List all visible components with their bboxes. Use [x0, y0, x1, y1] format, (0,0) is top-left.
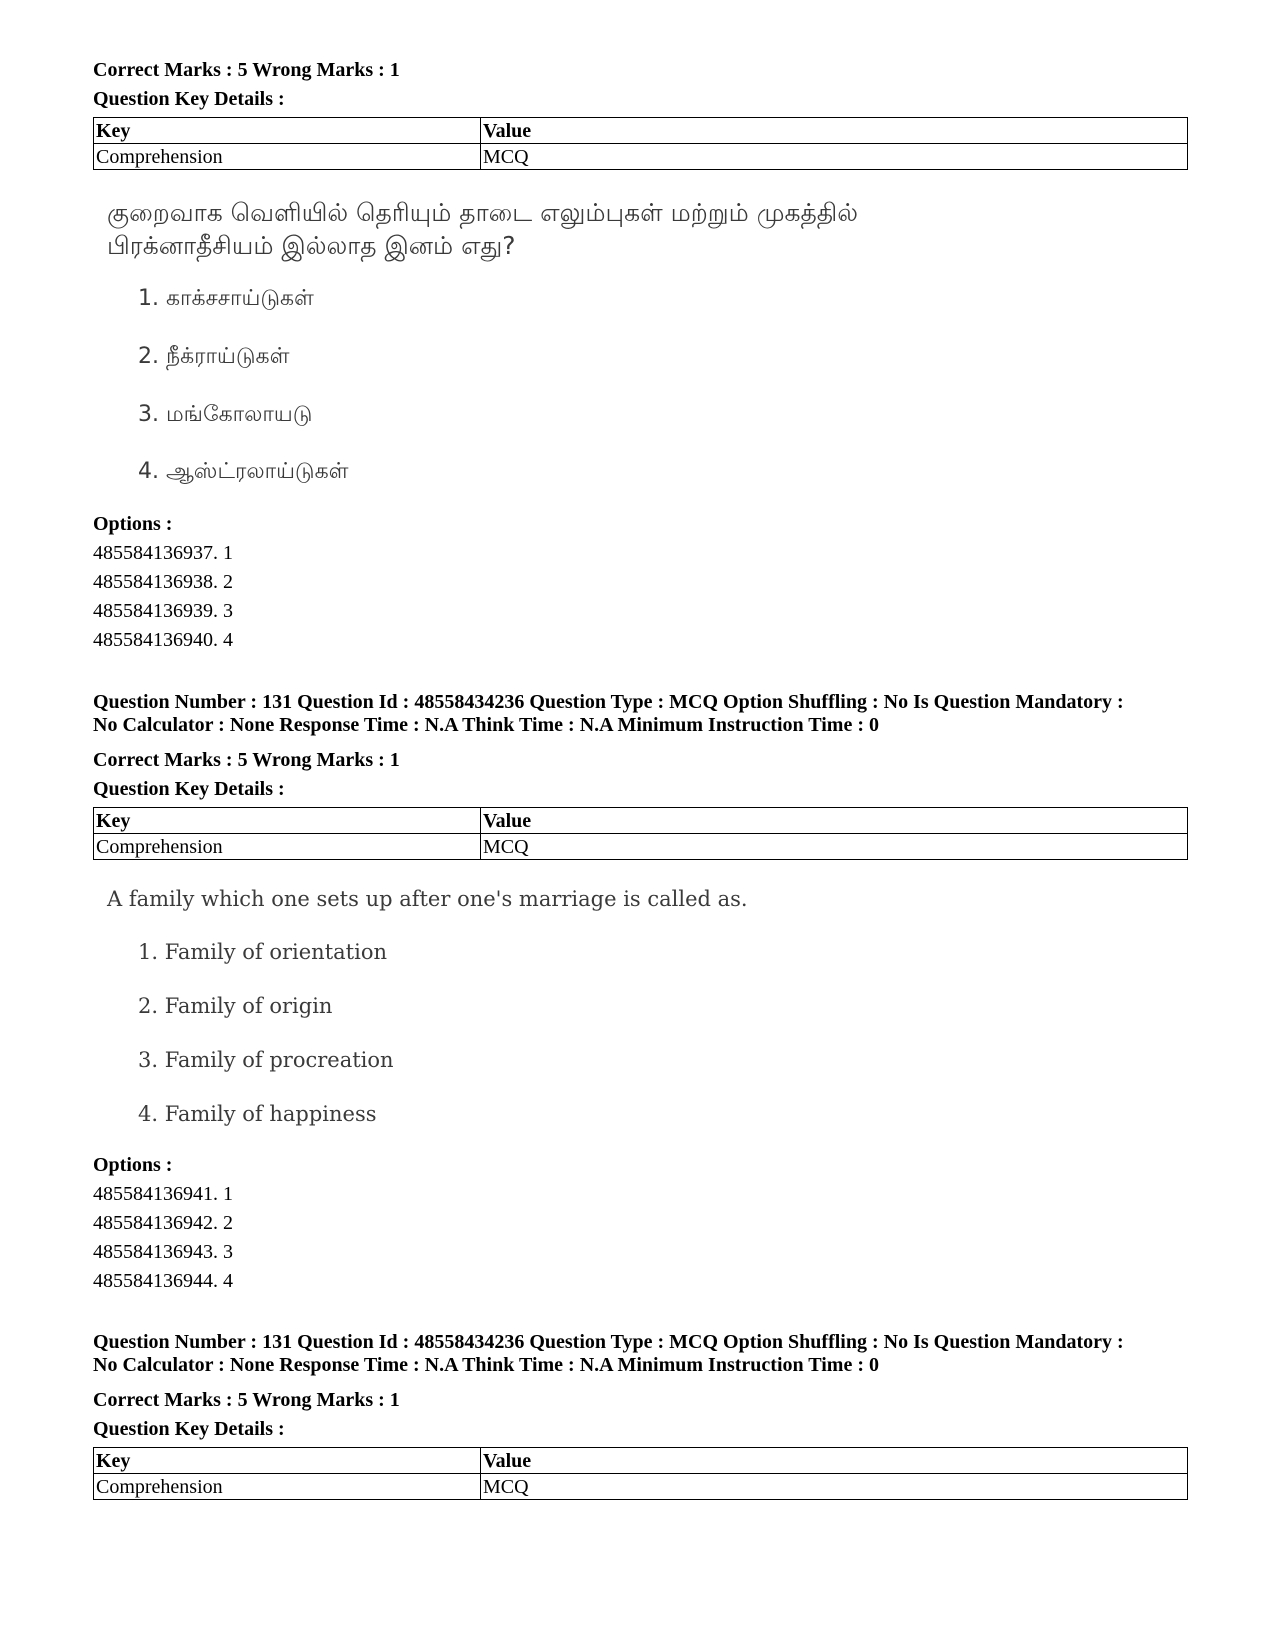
key-details-label: Question Key Details : — [93, 1418, 285, 1440]
table-cell-value: MCQ — [481, 144, 1188, 170]
key-details-label: Question Key Details : — [93, 88, 285, 110]
option-line: 485584136942. 2 — [93, 1212, 233, 1234]
table-header-row — [94, 808, 1188, 834]
choice-3: 3. Family of procreation — [138, 1048, 394, 1072]
key-value-table — [93, 117, 1188, 170]
marks-line: Correct Marks : 5 Wrong Marks : 1 — [93, 1389, 400, 1411]
option-line: 485584136944. 4 — [93, 1270, 233, 1292]
options-label: Options : — [93, 1154, 173, 1176]
table-header-value: Value — [481, 808, 1188, 834]
table-header-key: Key — [94, 1448, 481, 1474]
question-header-line-1: Question Number : 131 Question Id : 48558434236 Question Type : MCQ Option Shuffling : No Is Question Mandatory : — [93, 691, 1124, 713]
table-row — [94, 834, 1188, 860]
option-line: 485584136941. 1 — [93, 1183, 233, 1205]
question-header-line-2: No Calculator : None Response Time : N.A Think Time : N.A Minimum Instruction Time : 0 — [93, 1354, 879, 1376]
question-text: A family which one sets up after one's marriage is called as. — [107, 887, 748, 911]
option-line: 485584136943. 3 — [93, 1241, 233, 1263]
choice-3: 3. மங்கோலாயடு — [138, 402, 313, 427]
table-row — [94, 144, 1188, 170]
choice-4: 4. ஆஸ்ட்ரலாய்டுகள் — [138, 459, 349, 484]
question-header — [93, 1331, 1203, 1377]
table-header-row — [94, 118, 1188, 144]
table-cell-key: Comprehension — [94, 1474, 481, 1500]
choice-1: 1. காக்சசாய்டுகள் — [138, 286, 314, 311]
marks-line: Correct Marks : 5 Wrong Marks : 1 — [93, 59, 400, 81]
choice-1: 1. Family of orientation — [138, 940, 387, 964]
choice-2: 2. Family of origin — [138, 994, 333, 1018]
question-line-2: பிரக்னாதீசியம் இல்லாத இனம் எது? — [107, 231, 516, 260]
choice-2: 2. நீக்ராய்டுகள் — [138, 344, 290, 369]
table-header-value: Value — [481, 1448, 1188, 1474]
table-header-value: Value — [481, 118, 1188, 144]
question-header — [93, 691, 1203, 737]
table-cell-key: Comprehension — [94, 834, 481, 860]
key-details-label: Question Key Details : — [93, 778, 285, 800]
marks-line: Correct Marks : 5 Wrong Marks : 1 — [93, 749, 400, 771]
question-text-tamil — [107, 196, 858, 262]
option-line: 485584136937. 1 — [93, 542, 233, 564]
options-label: Options : — [93, 513, 173, 535]
table-cell-value: MCQ — [481, 834, 1188, 860]
table-header-key: Key — [94, 118, 481, 144]
question-line-1: குறைவாக வெளியில் தெரியும் தாடை எலும்புகள் மற்றும் முகத்தில் — [107, 198, 858, 227]
key-value-table — [93, 1447, 1188, 1500]
key-value-table — [93, 807, 1188, 860]
option-line: 485584136938. 2 — [93, 571, 233, 593]
table-header-key: Key — [94, 808, 481, 834]
table-cell-value: MCQ — [481, 1474, 1188, 1500]
option-line: 485584136939. 3 — [93, 600, 233, 622]
option-line: 485584136940. 4 — [93, 629, 233, 651]
table-row — [94, 1474, 1188, 1500]
choice-4: 4. Family of happiness — [138, 1102, 377, 1126]
question-header-line-1: Question Number : 131 Question Id : 48558434236 Question Type : MCQ Option Shuffling : No Is Question Mandatory : — [93, 1331, 1124, 1353]
question-header-line-2: No Calculator : None Response Time : N.A Think Time : N.A Minimum Instruction Time : 0 — [93, 714, 879, 736]
table-header-row — [94, 1448, 1188, 1474]
table-cell-key: Comprehension — [94, 144, 481, 170]
